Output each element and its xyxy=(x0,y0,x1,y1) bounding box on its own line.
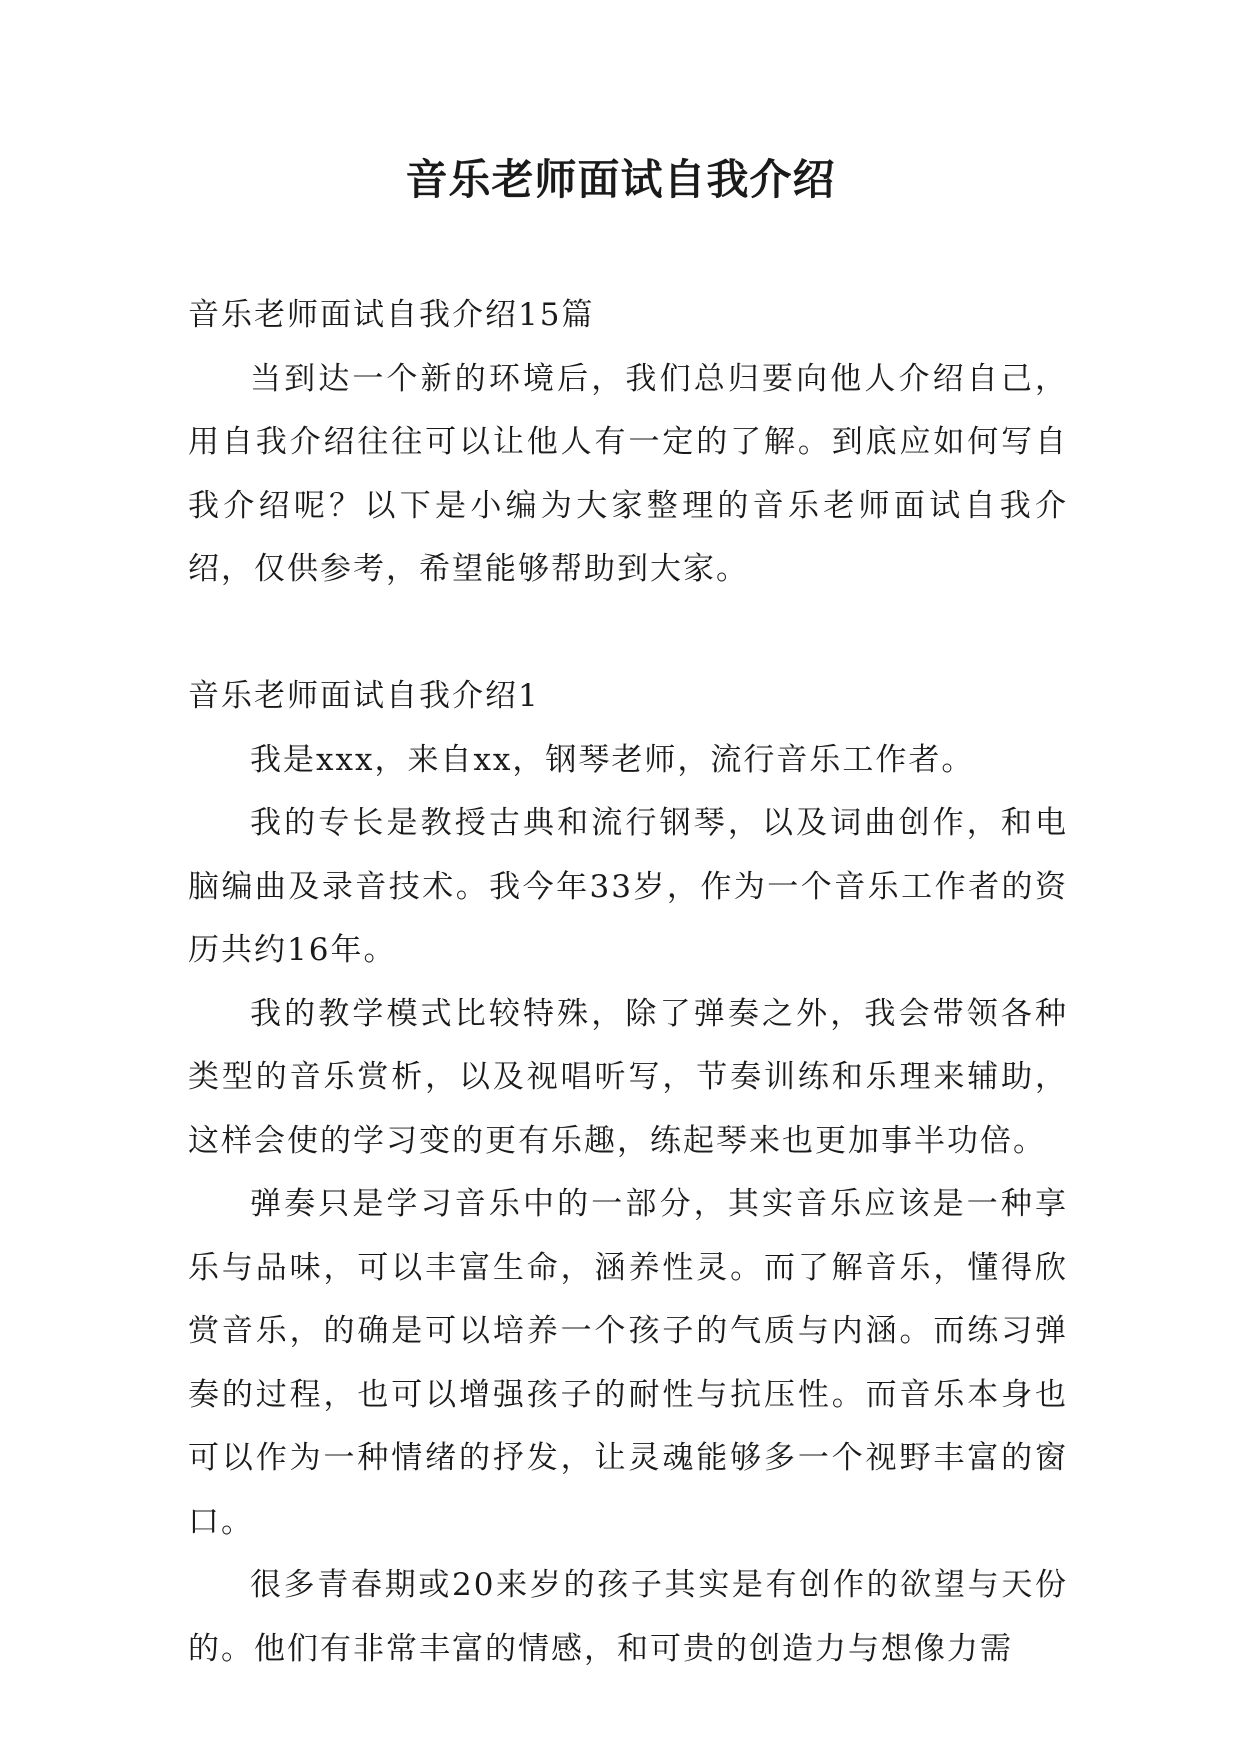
section-paragraph: 很多青春期或20来岁的孩子其实是有创作的欲望与天份的。他们有非常丰富的情感，和可贵的创造力与想像力需 xyxy=(188,1567,1068,1667)
section-paragraph: 我的教学模式比较特殊，除了弹奏之外，我会带领各种类型的音乐赏析，以及视唱听写，节奏训练和乐理来辅助，这样会使的学习变的更有乐趣，练起琴来也更加事半功倍。 xyxy=(188,995,1068,1159)
intro-paragraph: 当到达一个新的环境后，我们总归要向他人介绍自己，用自我介绍往往可以让他人有一定的了解。到底应如何写自我介绍呢？以下是小编为大家整理的音乐老师面试自我介绍，仅供参考，希望能够帮助到大家。 xyxy=(188,360,1068,587)
section-paragraph: 我的专长是教授古典和流行钢琴，以及词曲创作，和电脑编曲及录音技术。我今年33岁，作为一个音乐工作者的资历共约16年。 xyxy=(188,805,1068,968)
paragraph-spacer xyxy=(188,602,1068,666)
section-paragraph: 弹奏只是学习音乐中的一部分，其实音乐应该是一种享乐与品味，可以丰富生命，涵养性灵。而了解音乐，懂得欣赏音乐，的确是可以培养一个孩子的气质与内涵。而练习弹奏的过程，也可以增强孩子的耐性与抗压性。而音乐本身也可以作为一种情绪的抒发，让灵魂能够多一个视野丰富的窗口。 xyxy=(188,1186,1068,1540)
document-title: 音乐老师面试自我介绍 xyxy=(405,155,836,204)
subtitle: 音乐老师面试自我介绍15篇 xyxy=(188,297,595,333)
section-paragraph: 我是xxx，来自xx，钢琴老师，流行音乐工作者。 xyxy=(250,741,975,778)
document-body xyxy=(188,284,1068,1681)
section-heading: 音乐老师面试自我介绍1 xyxy=(188,678,540,714)
